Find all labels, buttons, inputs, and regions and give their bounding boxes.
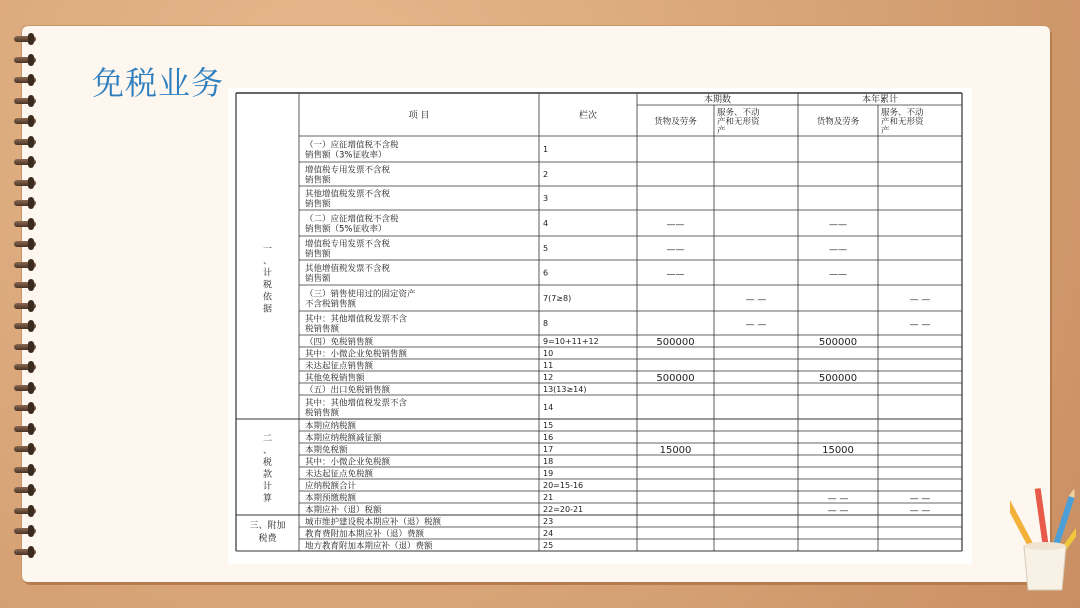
header-line-no: 栏次 bbox=[578, 111, 598, 121]
row-line-number: 6 bbox=[543, 268, 549, 278]
vat-exemption-table bbox=[228, 88, 972, 564]
spiral-ring bbox=[14, 241, 36, 247]
spiral-ring bbox=[14, 118, 36, 124]
row-item-label: 其中：小微企业免税销售额 bbox=[305, 349, 408, 360]
group-label: 一 bbox=[262, 244, 273, 255]
header-services-property: 产和无形资 bbox=[881, 117, 924, 127]
row-value: — — bbox=[909, 494, 931, 504]
group-label: 二 bbox=[262, 434, 273, 444]
group-label: 款 bbox=[262, 470, 273, 480]
header-goods-labor: 货物及劳务 bbox=[654, 117, 697, 127]
row-item-label: 其中：其他增值税发票不含 bbox=[305, 314, 408, 325]
row-item-label: 销售额 bbox=[305, 274, 331, 284]
spiral-ring bbox=[14, 57, 36, 63]
row-value: — — bbox=[745, 320, 767, 330]
spiral-ring bbox=[14, 303, 36, 309]
spiral-ring bbox=[14, 508, 36, 514]
group-label: 税 bbox=[262, 458, 273, 468]
row-item-label: 其他增值税发票不含税 bbox=[305, 189, 391, 200]
row-value: 15000 bbox=[822, 445, 854, 456]
spiral-ring bbox=[14, 405, 36, 411]
row-line-number: 16 bbox=[543, 433, 554, 442]
row-item-label: 税销售额 bbox=[305, 408, 340, 419]
spiral-ring bbox=[14, 139, 36, 145]
group-label: 三、附加 bbox=[249, 521, 286, 531]
spiral-ring bbox=[14, 77, 36, 83]
row-item-label: 增值税专用发票不含税 bbox=[305, 239, 391, 250]
group-label: 依 bbox=[262, 292, 273, 303]
group-label: 、 bbox=[262, 446, 273, 456]
header-current-period: 本期数 bbox=[703, 95, 732, 105]
row-item-label: 教育费附加本期应补（退）费额 bbox=[305, 529, 425, 540]
spiral-binding bbox=[14, 36, 42, 576]
row-line-number: 7(7≥8) bbox=[543, 294, 572, 303]
row-item-label: 城市维护建设税本期应补（退）税额 bbox=[305, 517, 442, 528]
row-item-label: 其他免税销售额 bbox=[305, 373, 365, 384]
row-value: —— bbox=[666, 269, 685, 280]
row-line-number: 10 bbox=[543, 349, 554, 358]
spiral-ring bbox=[14, 385, 36, 391]
row-value: —— bbox=[829, 220, 847, 230]
row-item-label: 本期免税额 bbox=[305, 445, 348, 456]
row-line-number: 14 bbox=[543, 403, 554, 412]
header-services-property: 服务、不动 bbox=[881, 108, 924, 118]
row-line-number: 5 bbox=[543, 244, 549, 253]
spiral-ring bbox=[14, 98, 36, 104]
group-label: 据 bbox=[262, 304, 273, 315]
spiral-ring bbox=[14, 323, 36, 329]
row-line-number: 4 bbox=[543, 219, 549, 228]
row-item-label: 本期预缴税额 bbox=[305, 493, 357, 504]
row-item-label: 未达起征点免税额 bbox=[305, 469, 374, 480]
spiral-ring bbox=[14, 467, 36, 473]
row-line-number: 18 bbox=[543, 457, 554, 466]
tax-form-sheet bbox=[228, 88, 972, 564]
row-value: 500000 bbox=[818, 373, 858, 384]
row-line-number: 2 bbox=[543, 170, 549, 179]
spiral-ring bbox=[14, 549, 36, 555]
row-item-label: 本期应补（退）税额 bbox=[305, 505, 382, 516]
spiral-ring bbox=[14, 200, 36, 206]
header-services-property: 产和无形资 bbox=[717, 117, 760, 127]
row-value: —— bbox=[666, 245, 685, 255]
row-value: 500000 bbox=[656, 373, 695, 384]
row-item-label: 其中：其他增值税发票不含 bbox=[305, 398, 408, 409]
spiral-ring bbox=[14, 180, 36, 186]
row-item-label: 增值税专用发票不含税 bbox=[305, 165, 391, 176]
row-item-label: （五）出口免税销售额 bbox=[305, 385, 391, 396]
row-item-label: 应纳税额合计 bbox=[305, 481, 357, 492]
spiral-ring bbox=[14, 344, 36, 350]
spiral-ring bbox=[14, 221, 36, 227]
row-line-number: 8 bbox=[543, 319, 549, 328]
spiral-ring bbox=[14, 282, 36, 288]
row-line-number: 23 bbox=[543, 517, 554, 526]
row-item-label: 销售额 bbox=[305, 249, 331, 260]
header-services-property: 产 bbox=[717, 126, 726, 136]
spiral-ring bbox=[14, 262, 36, 268]
row-value: —— bbox=[829, 245, 847, 255]
spiral-ring bbox=[14, 446, 36, 452]
row-value: — — bbox=[827, 494, 849, 504]
page-title: 免税业务 bbox=[92, 64, 225, 102]
row-line-number: 17 bbox=[543, 445, 554, 454]
row-item-label: （二）应征增值税不含税 bbox=[305, 214, 399, 225]
row-line-number: 19 bbox=[543, 469, 554, 478]
row-item-label: 本期应纳税额减征额 bbox=[305, 433, 382, 444]
header-services-property: 产 bbox=[881, 126, 890, 136]
row-line-number: 25 bbox=[543, 541, 554, 550]
row-item-label: 不含税销售额 bbox=[305, 299, 357, 310]
group-label: 、 bbox=[262, 256, 273, 267]
pencil-cup-icon bbox=[1010, 488, 1076, 592]
group-label: 算 bbox=[262, 494, 273, 504]
header-year-to-date: 本年累计 bbox=[861, 95, 899, 105]
row-line-number: 9=10+11+12 bbox=[543, 337, 599, 346]
row-value: —— bbox=[829, 269, 847, 280]
group-label: 税费 bbox=[258, 534, 277, 544]
header-goods-labor: 货物及劳务 bbox=[816, 117, 860, 127]
row-value: — — bbox=[909, 320, 931, 330]
spiral-ring bbox=[14, 36, 36, 42]
row-item-label: （三）销售使用过的固定资产 bbox=[305, 289, 416, 300]
header-item: 项 目 bbox=[408, 111, 430, 121]
row-value: 500000 bbox=[656, 337, 695, 348]
row-item-label: （一）应征增值税不含税 bbox=[305, 140, 399, 151]
spiral-ring bbox=[14, 426, 36, 432]
row-item-label: 销售额 bbox=[305, 199, 331, 210]
row-line-number: 24 bbox=[543, 529, 554, 538]
row-item-label: 其他增值税发票不含税 bbox=[305, 264, 391, 274]
row-item-label: 销售额（3%征收率） bbox=[305, 150, 387, 161]
row-value: 15000 bbox=[659, 445, 692, 456]
row-value: — — bbox=[909, 295, 931, 305]
row-line-number: 1 bbox=[543, 145, 549, 154]
row-line-number: 3 bbox=[543, 194, 549, 203]
row-item-label: （四）免税销售额 bbox=[305, 337, 374, 348]
group-label: 计 bbox=[262, 268, 273, 279]
row-line-number: 20=15-16 bbox=[543, 481, 584, 490]
row-item-label: 本期应纳税额 bbox=[305, 421, 357, 432]
spiral-ring bbox=[14, 364, 36, 370]
header-services-property: 服务、不动 bbox=[717, 108, 760, 118]
row-line-number: 13(13≥14) bbox=[543, 385, 587, 394]
spiral-ring bbox=[14, 487, 36, 493]
group-label: 计 bbox=[262, 482, 273, 492]
spiral-ring bbox=[14, 528, 36, 534]
row-item-label: 地方教育附加本期应补（退）费额 bbox=[305, 541, 433, 552]
row-line-number: 22=20-21 bbox=[543, 505, 584, 514]
row-item-label: 销售额（5%征收率） bbox=[305, 224, 387, 235]
row-value: — — bbox=[909, 506, 931, 516]
row-line-number: 15 bbox=[543, 421, 554, 430]
row-line-number: 12 bbox=[543, 373, 554, 382]
spiral-ring bbox=[14, 159, 36, 165]
row-line-number: 11 bbox=[543, 361, 554, 370]
row-item-label: 税销售额 bbox=[305, 324, 340, 335]
row-item-label: 其中：小微企业免税额 bbox=[305, 457, 391, 468]
row-value: —— bbox=[666, 220, 685, 230]
row-line-number: 21 bbox=[543, 493, 554, 502]
row-item-label: 销售额 bbox=[305, 175, 331, 186]
group-label: 税 bbox=[262, 280, 273, 291]
row-value: — — bbox=[745, 295, 767, 305]
row-value: — — bbox=[827, 506, 849, 516]
row-item-label: 未达起征点销售额 bbox=[305, 361, 374, 372]
row-value: 500000 bbox=[818, 337, 858, 348]
